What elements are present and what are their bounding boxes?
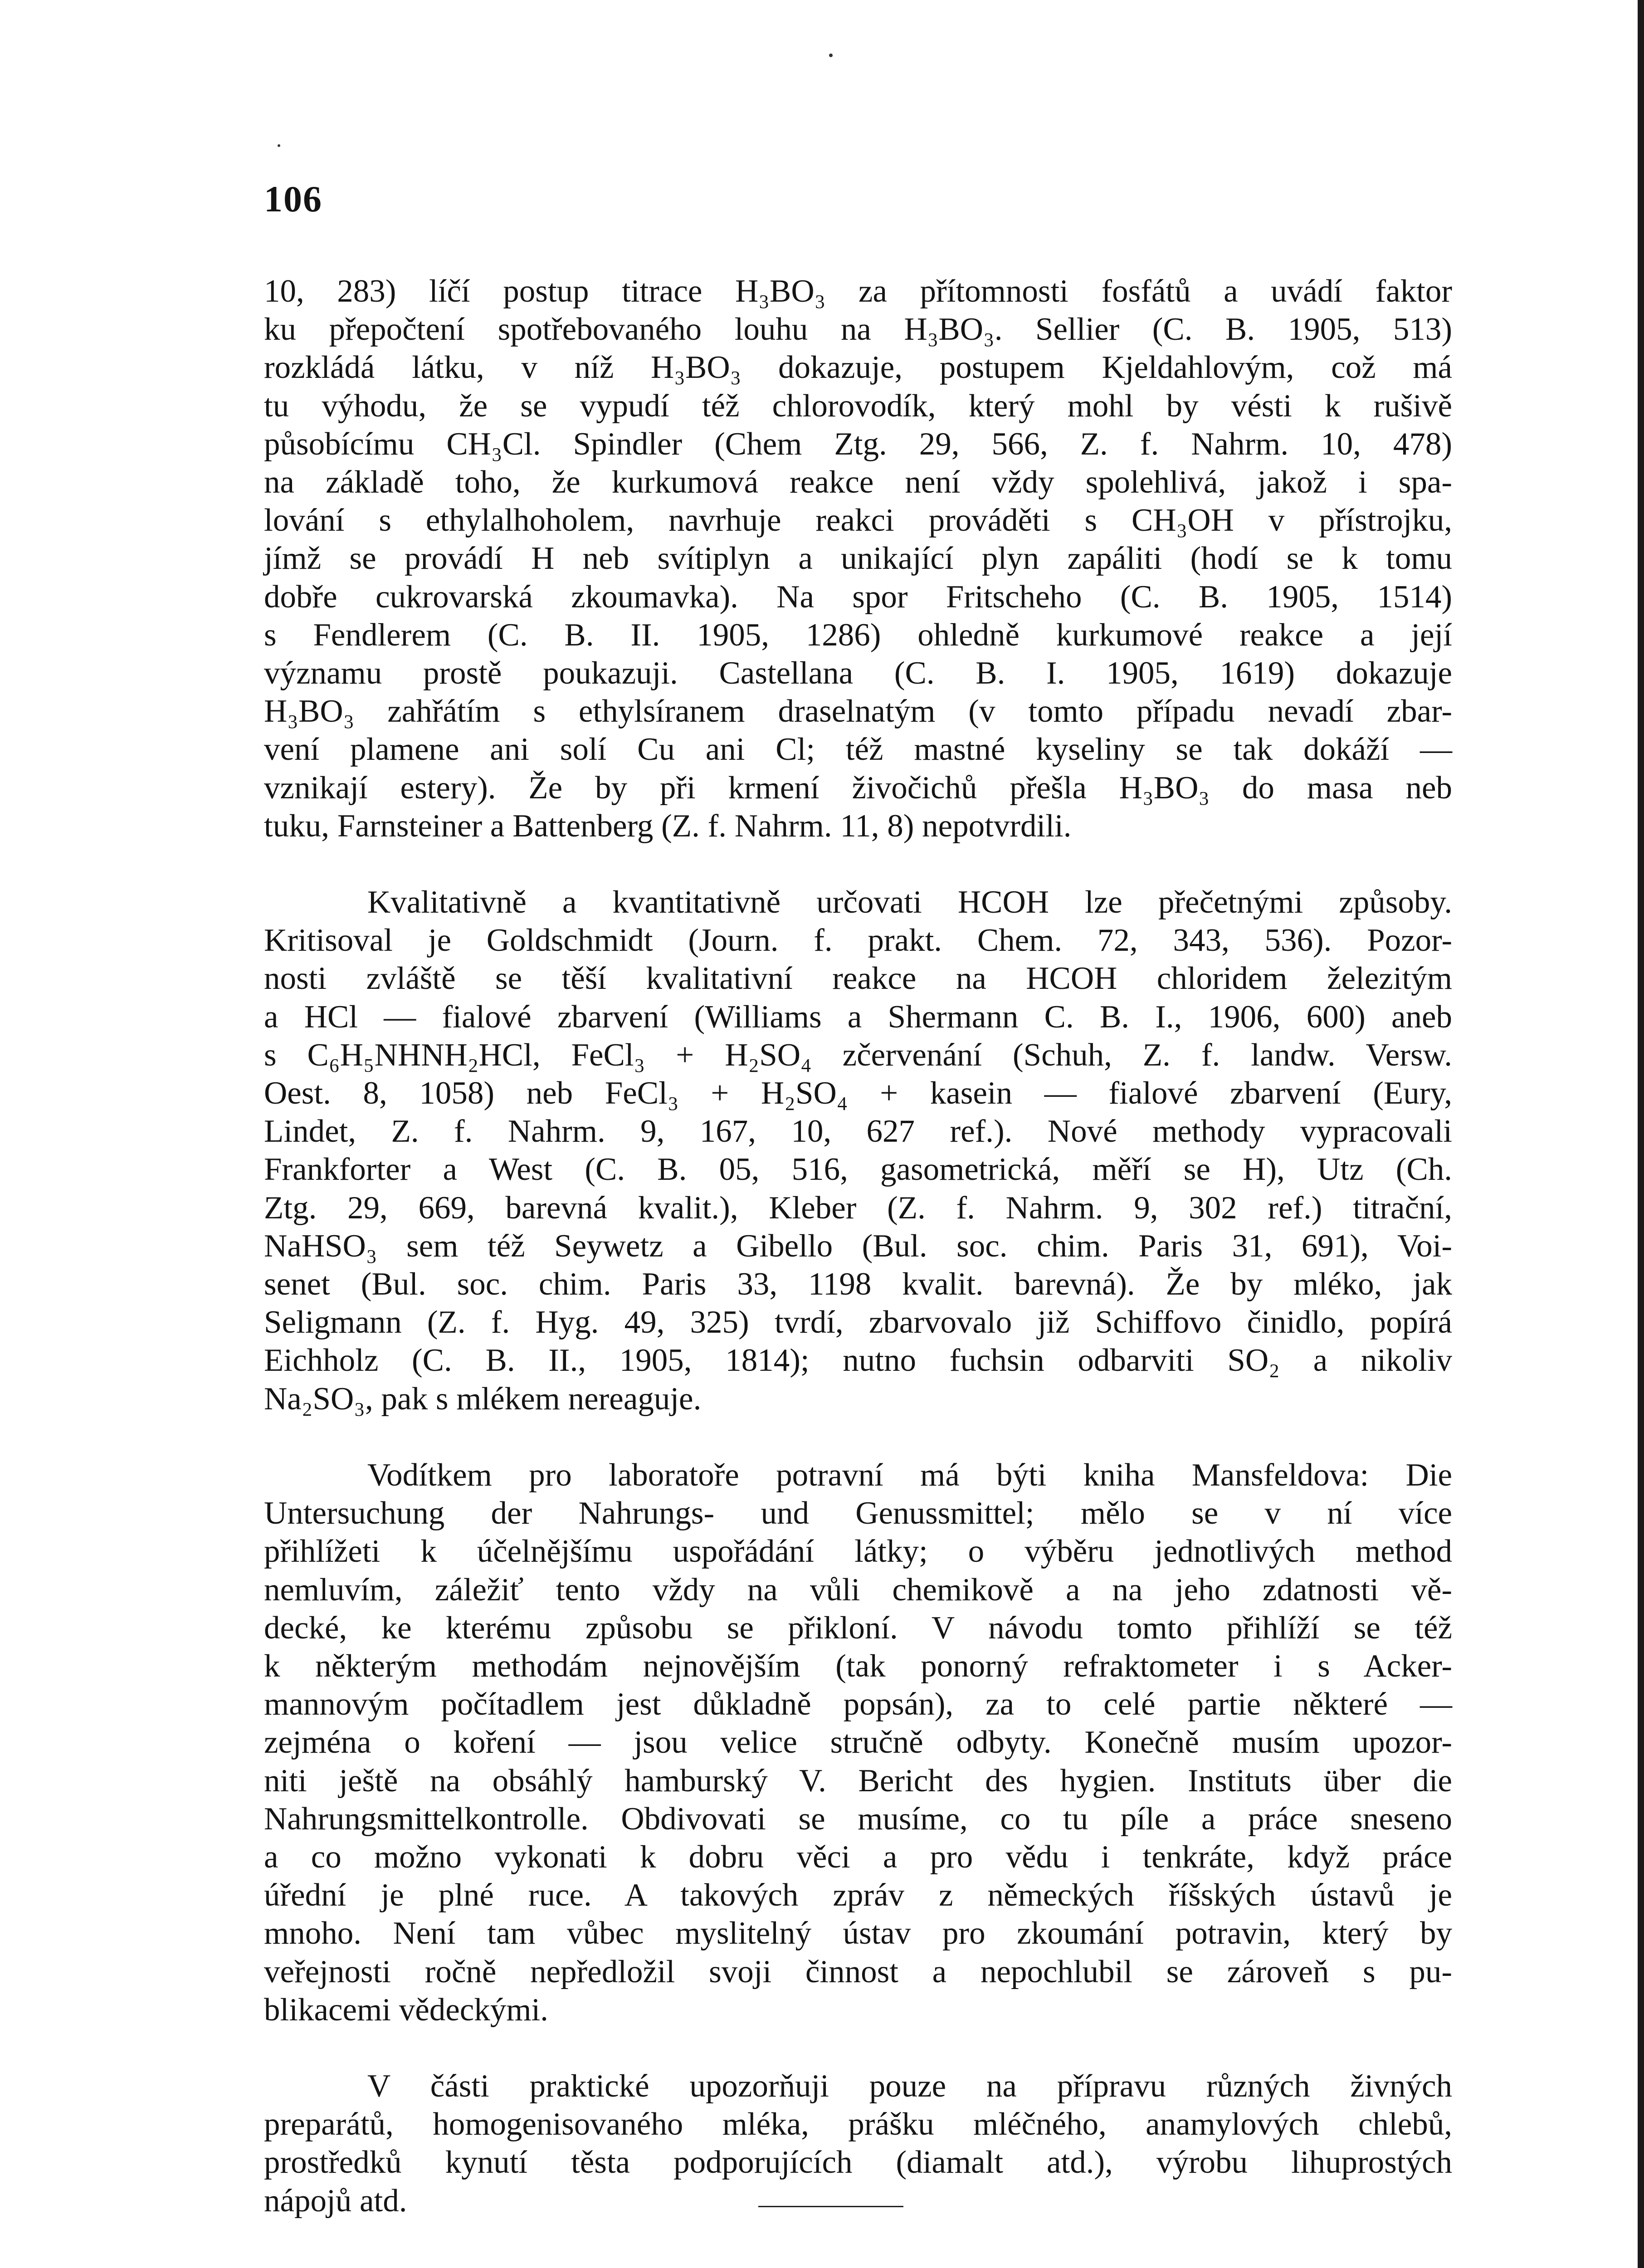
text-line: přihlížeti k účelnějšímu uspořádání látky; o výběru jednotlivých method	[264, 1534, 1452, 1569]
text-line: rozkládá látku, v níž H₃BO₃ dokazuje, postupem Kjeldahlovým, což má	[264, 350, 1452, 386]
text-line: mnoho. Není tam vůbec myslitelný ústav pro zkoumání potravin, který by	[264, 1916, 1452, 1951]
paragraph-gap	[264, 1418, 1452, 1456]
text-line: mannovým počítadlem jest důkladně popsán), za to celé partie některé —	[264, 1686, 1452, 1722]
text-line: Vodítkem pro laboratoře potravní má býti kniha Mansfeldova: Die	[367, 1457, 1452, 1493]
paragraph-gap	[264, 2029, 1452, 2067]
text-line: prostředků kynutí těsta podporujících (diamalt atd.), výrobu lihuprostých	[264, 2145, 1452, 2180]
text-line: preparátů, homogenisovaného mléka, prášku mléčného, anamylových chlebů,	[264, 2107, 1452, 2142]
page-number: 106	[264, 178, 322, 220]
text-line: Untersuchung der Nahrungs- und Genussmittel; mělo se v ní více	[264, 1496, 1452, 1531]
paragraph-3	[264, 1456, 1452, 2029]
paragraph-2	[264, 883, 1452, 1418]
text-line: působícímu CH₃Cl. Spindler (Chem Ztg. 29, 566, Z. f. Nahrm. 10, 478)	[264, 426, 1452, 462]
text-line: Kritisoval je Goldschmidt (Journ. f. prakt. Chem. 72, 343, 536). Pozor-	[264, 923, 1452, 958]
text-line: nosti zvláště se těší kvalitativní reakce na HCOH chloridem železitým	[264, 961, 1452, 997]
text-line: tu výhodu, že se vypudí též chlorovodík, který mohl by vésti k rušivě	[264, 388, 1452, 424]
text-line: ku přepočtení spotřebovaného louhu na H₃BO₃. Sellier (C. B. 1905, 513)	[264, 312, 1452, 347]
text-line: k některým methodám nejnovějším (tak ponorný refraktometer i s Acker-	[264, 1648, 1452, 1684]
text-line: V části praktické upozorňuji pouze na přípravu různých živných	[367, 2068, 1452, 2104]
text-line: Eichholz (C. B. II., 1905, 1814); nutno fuchsin odbarviti SO₂ a nikoliv	[264, 1343, 1452, 1378]
footer-rule	[758, 2206, 903, 2207]
text-line: s Fendlerem (C. B. II. 1905, 1286) ohledně kurkumové reakce a její	[264, 617, 1452, 653]
text-line: lování s ethylalhoholem, navrhuje reakci prováděti s CH₃OH v přístrojku,	[264, 503, 1452, 538]
paragraph-4	[264, 2067, 1452, 2220]
text-line: Ztg. 29, 669, barevná kvalit.), Kleber (Z. f. Nahrm. 9, 302 ref.) titrační,	[264, 1190, 1452, 1226]
text-line: jímž se provádí H neb svítiplyn a unikající plyn zapáliti (hodí se k tomu	[264, 541, 1452, 577]
text-line: nemluvím, záležiť tento vždy na vůli chemikově a na jeho zdatnosti vě-	[264, 1572, 1452, 1608]
text-line: 10, 283) líčí postup titrace H₃BO₃ za přítomnosti fosfátů a uvádí faktor	[264, 274, 1452, 309]
text-line: Frankforter a West (C. B. 05, 516, gasometrická, měří se H), Utz (Ch.	[264, 1152, 1452, 1188]
paragraph-1	[264, 272, 1452, 845]
text-line: zejména o koření — jsou velice stručně odbyty. Konečně musím upozor-	[264, 1725, 1452, 1760]
body-text	[264, 272, 1452, 2220]
text-line: NaHSO₃ sem též Seywetz a Gibello (Bul. soc. chim. Paris 31, 691), Voi-	[264, 1228, 1452, 1264]
text-line: Nahrungsmittelkontrolle. Obdivovati se musíme, co tu píle a práce sneseno	[264, 1801, 1452, 1837]
text-line: vení plamene ani solí Cu ani Cl; též mastné kyseliny se tak dokáží —	[264, 732, 1452, 767]
text-line: Seligmann (Z. f. Hyg. 49, 325) tvrdí, zbarvovalo již Schiffovo činidlo, popírá	[264, 1305, 1452, 1340]
text-line: Na₂SO₃, pak s mlékem nereaguje.	[264, 1381, 702, 1417]
text-line: s C₆H₅NHNH₂HCl, FeCl₃ + H₂SO₄ zčervenání (Schuh, Z. f. landw. Versw.	[264, 1037, 1452, 1073]
text-line: a HCl — fialové zbarvení (Williams a Shermann C. B. I., 1906, 600) aneb	[264, 999, 1452, 1035]
text-line: H₃BO₃ zahřátím s ethylsíranem draselnatým (v tomto případu nevadí zbar-	[264, 694, 1452, 729]
text-line: veřejnosti ročně nepředložil svoji činnost a nepochlubil se zároveň s pu-	[264, 1954, 1452, 1989]
text-line: Oest. 8, 1058) neb FeCl₃ + H₂SO₄ + kasein — fialové zbarvení (Eury,	[264, 1075, 1452, 1111]
text-line: Lindet, Z. f. Nahrm. 9, 167, 10, 627 ref.). Nové methody vypracovali	[264, 1114, 1452, 1149]
text-line: senet (Bul. soc. chim. Paris 33, 1198 kvalit. barevná). Že by mléko, jak	[264, 1266, 1452, 1302]
text-line: významu prostě poukazuji. Castellana (C. B. I. 1905, 1619) dokazuje	[264, 655, 1452, 691]
text-line: na základě toho, že kurkumová reakce není vždy spolehlivá, jakož i spa-	[264, 464, 1452, 500]
text-line: vznikají estery). Že by při krmení živočichů přešla H₃BO₃ do masa neb	[264, 770, 1452, 806]
text-line: niti ještě na obsáhlý hamburský V. Bericht des hygien. Instituts über die	[264, 1763, 1452, 1799]
text-line: blikacemi vědeckými.	[264, 1992, 548, 2028]
text-line: úřední je plné ruce. A takových zpráv z německých říšských ústavů je	[264, 1877, 1452, 1913]
text-line: a co možno vykonati k dobru věci a pro vědu i tenkráte, když práce	[264, 1839, 1452, 1875]
print-speck	[829, 54, 833, 57]
text-line: Kvalitativně a kvantitativně určovati HCOH lze přečetnými způsoby.	[367, 885, 1452, 920]
print-speck	[278, 144, 280, 147]
text-line: tuku, Farnsteiner a Battenberg (Z. f. Nahrm. 11, 8) nepotvrdili.	[264, 808, 1072, 844]
text-line: decké, ke kterému způsobu se přikloní. V návodu tomto přihlíží se též	[264, 1610, 1452, 1646]
text-line: dobře cukrovarská zkoumavka). Na spor Fritscheho (C. B. 1905, 1514)	[264, 579, 1452, 615]
paragraph-gap	[264, 845, 1452, 883]
text-line: nápojů atd.	[264, 2183, 407, 2219]
